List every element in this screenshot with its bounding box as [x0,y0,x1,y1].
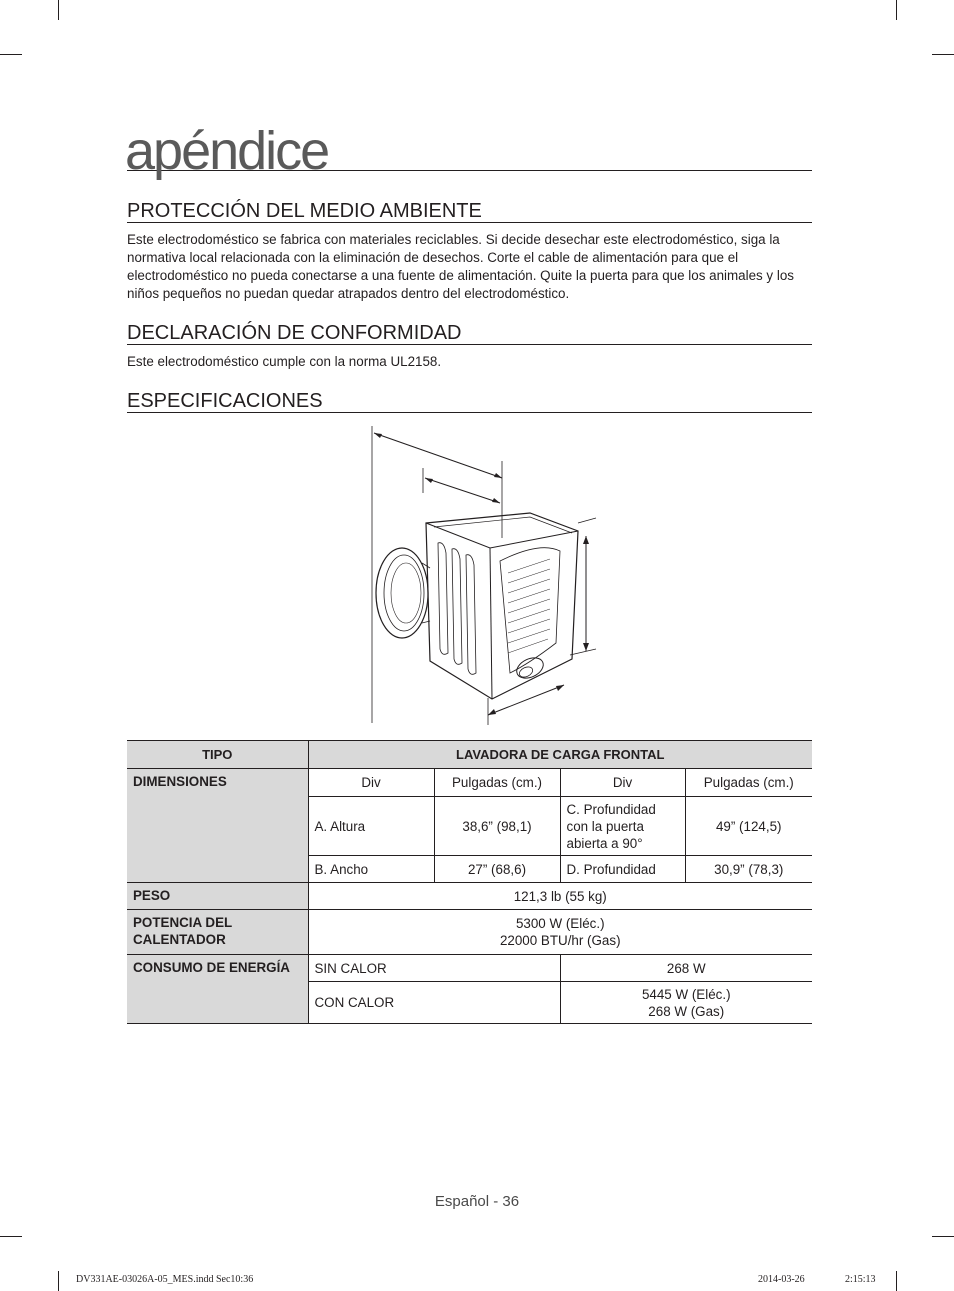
weight-label-cell: PESO [127,883,308,910]
crop-mark [58,0,59,20]
spec-table [127,740,812,1024]
slug-date: 2014-03-26 [758,1274,805,1285]
crop-mark [932,54,954,55]
height-value-cell: 38,6” (98,1) [434,797,560,856]
height-label-cell: A. Altura [308,797,434,856]
slug-file: DV331AE-03026A-05_MES.indd Sec10:36 [76,1274,254,1285]
heater-label-cell: POTENCIA DEL CALENTADOR [127,910,308,955]
energy-label-cell: CONSUMO DE ENERGÍA [127,955,308,1024]
table-row [127,910,812,955]
width-label-cell: B. Ancho [308,856,434,883]
heat-value-line: 268 W (Gas) [648,1003,725,1019]
section-environment [127,200,812,303]
table-row [127,883,812,910]
crop-mark [0,1236,22,1237]
col-inches-header: Pulgadas (cm.) [434,769,560,797]
section-title: DECLARACIÓN DE CONFORMIDAD [127,322,812,345]
heat-value-cell [560,982,812,1024]
crop-mark [896,1271,897,1291]
slug-time: 2:15:13 [845,1274,876,1285]
dimensions-label-cell: DIMENSIONES [127,769,308,883]
type-label-cell: TIPO [127,741,308,769]
crop-mark [896,0,897,20]
col-div-header: Div [560,769,685,797]
depth-label-cell: D. Profundidad [560,856,685,883]
heat-value-line: 5445 W (Eléc.) [641,986,731,1002]
section-body: Este electrodoméstico se fabrica con materiales reciclables. Si decide desechar este electrodoméstico, siga la normativa local relacionada con la eliminación de desechos. Corte el cable de alimentación para que el electrodoméstico no pueda conectarse a una fuente de alimentación. Quite la puerta para que los animales y los niños pequeños no puedan quedar atrapados dentro del electrodoméstico. [127,232,794,301]
section-conformity [127,322,812,371]
washer-dimensions-diagram [360,423,605,728]
depth-open-value-cell: 49” (124,5) [685,797,812,856]
depth-open-label-cell: C. Profundidad con la puerta abierta a 90° [560,797,685,856]
table-header-row [127,741,812,769]
section-specs [127,390,812,413]
chapter-header [125,118,812,181]
crop-mark [58,1271,59,1291]
no-heat-value-cell: 268 W [560,955,812,982]
table-row [127,769,812,797]
heater-value-line: 22000 BTU/hr (Gas) [499,933,621,948]
section-title: ESPECIFICACIONES [127,390,812,413]
crop-mark [932,1236,954,1237]
width-value-cell: 27” (68,6) [434,856,560,883]
heater-value-line: 5300 W (Eléc.) [515,916,605,931]
type-value-cell: LAVADORA DE CARGA FRONTAL [308,741,812,769]
no-heat-label-cell: SIN CALOR [308,955,560,982]
crop-mark [0,54,22,55]
table-row [127,955,812,982]
chapter-title: apéndice [125,121,329,181]
col-div-header: Div [308,769,434,797]
weight-value-cell: 121,3 lb (55 kg) [308,883,812,910]
section-body: Este electrodoméstico cumple con la norma UL2158. [127,354,442,369]
depth-value-cell: 30,9” (78,3) [685,856,812,883]
heat-label-cell: CON CALOR [308,982,560,1024]
heater-value-cell [308,910,812,955]
section-title: PROTECCIÓN DEL MEDIO AMBIENTE [127,200,812,223]
col-inches-header: Pulgadas (cm.) [685,769,812,797]
page-number: Español - 36 [434,1193,520,1210]
